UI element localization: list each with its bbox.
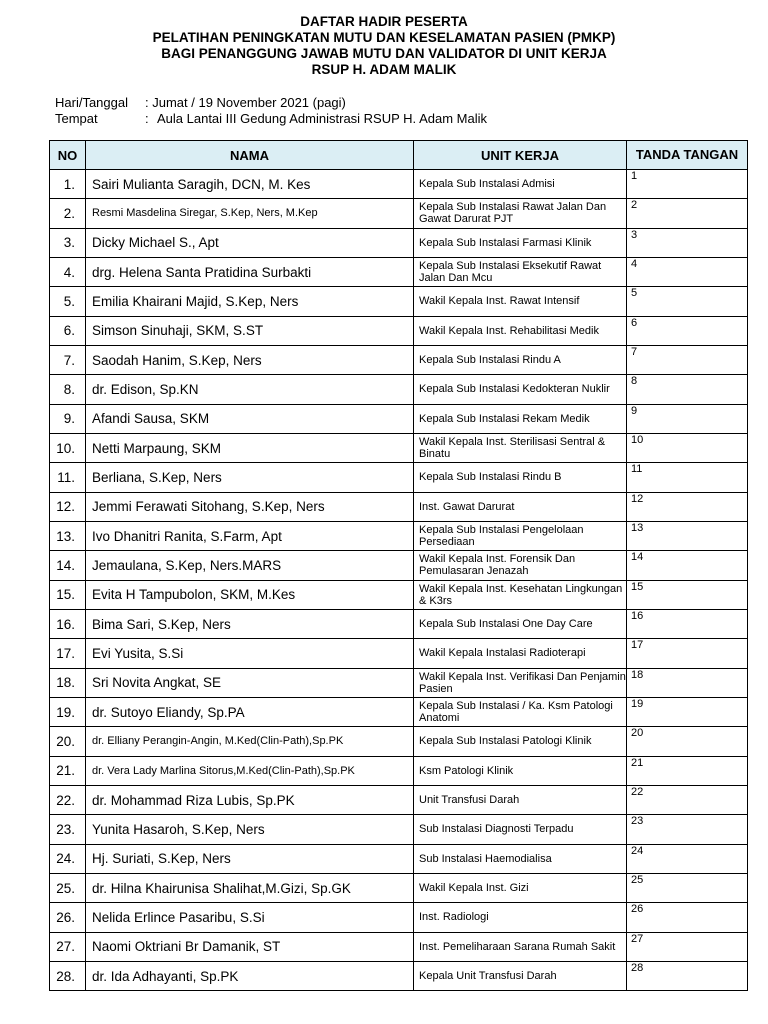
unit-kerja: Kepala Sub Instalasi Rawat Jalan Dan Gawat Darurat PJT (414, 199, 627, 228)
table-row (50, 551, 748, 580)
row-number: 25. (50, 873, 86, 902)
row-number: 5. (50, 287, 86, 316)
unit-kerja: Kepala Sub Instalasi Kedokteran Nuklir (414, 375, 627, 404)
row-number: 14. (50, 551, 86, 580)
row-number: 1. (50, 170, 86, 199)
participant-name: Resmi Masdelina Siregar, S.Kep, Ners, M.Kep (86, 199, 414, 228)
table-row (50, 316, 748, 345)
unit-kerja: Kepala Sub Instalasi Admisi (414, 170, 627, 199)
row-number: 7. (50, 345, 86, 374)
row-number: 19. (50, 697, 86, 726)
document-header (0, 14, 768, 78)
table-row (50, 375, 748, 404)
row-number: 17. (50, 639, 86, 668)
table-row (50, 404, 748, 433)
signature-cell: 2 (627, 199, 748, 228)
row-number: 6. (50, 316, 86, 345)
row-number: 20. (50, 727, 86, 756)
participant-name: Yunita Hasaroh, S.Kep, Ners (86, 815, 414, 844)
table-row (50, 463, 748, 492)
attendance-table (49, 140, 748, 991)
row-number: 10. (50, 433, 86, 462)
table-row (50, 844, 748, 873)
signature-cell: 9 (627, 404, 748, 433)
table-row (50, 521, 748, 550)
table-row (50, 199, 748, 228)
unit-kerja: Kepala Sub Instalasi Rindu B (414, 463, 627, 492)
unit-kerja: Inst. Pemeliharaan Sarana Rumah Sakit (414, 932, 627, 961)
participant-name: dr. Hilna Khairunisa Shalihat,M.Gizi, Sp.GK (86, 873, 414, 902)
table-row (50, 873, 748, 902)
signature-cell: 25 (627, 873, 748, 902)
table-row (50, 257, 748, 286)
row-number: 12. (50, 492, 86, 521)
signature-cell: 15 (627, 580, 748, 609)
unit-kerja: Kepala Sub Instalasi / Ka. Ksm Patologi Anatomi (414, 697, 627, 726)
unit-kerja: Sub Instalasi Haemodialisa (414, 844, 627, 873)
date-value: : Jumat / 19 November 2021 (pagi) (145, 95, 346, 110)
participant-name: Nelida Erlince Pasaribu, S.Si (86, 903, 414, 932)
signature-cell: 27 (627, 932, 748, 961)
signature-cell: 5 (627, 287, 748, 316)
table-row (50, 170, 748, 199)
hospital-name: RSUP H. ADAM MALIK (311, 62, 457, 77)
table-row (50, 727, 748, 756)
row-number: 23. (50, 815, 86, 844)
unit-kerja: Wakil Kepala Inst. Verifikasi Dan Penjamin Pasien (414, 668, 627, 697)
training-title: PELATIHAN PENINGKATAN MUTU DAN KESELAMATAN PASIEN (PMKP) (152, 30, 616, 45)
row-number: 22. (50, 785, 86, 814)
signature-cell: 18 (627, 668, 748, 697)
participant-name: Bima Sari, S.Kep, Ners (86, 609, 414, 638)
date-label: Hari/Tanggal (55, 95, 128, 110)
participant-name: dr. Edison, Sp.KN (86, 375, 414, 404)
signature-cell: 4 (627, 257, 748, 286)
participant-name: Sri Novita Angkat, SE (86, 668, 414, 697)
participant-name: Berliana, S.Kep, Ners (86, 463, 414, 492)
unit-kerja: Kepala Sub Instalasi Pengelolaan Persediaan (414, 521, 627, 550)
participant-name: Dicky Michael S., Apt (86, 228, 414, 257)
table-row (50, 668, 748, 697)
unit-kerja: Wakil Kepala Instalasi Radioterapi (414, 639, 627, 668)
signature-cell: 17 (627, 639, 748, 668)
table-row (50, 961, 748, 990)
table-row (50, 639, 748, 668)
participant-name: Evita H Tampubolon, SKM, M.Kes (86, 580, 414, 609)
header-tanda-tangan: TANDA TANGAN (627, 141, 748, 170)
participant-name: dr. Elliany Perangin-Angin, M.Ked(Clin-Path),Sp.PK (86, 727, 414, 756)
training-subtitle: BAGI PENANGGUNG JAWAB MUTU DAN VALIDATOR DI UNIT KERJA (161, 46, 607, 61)
participant-name: dr. Ida Adhayanti, Sp.PK (86, 961, 414, 990)
place-separator: : (145, 111, 149, 126)
participant-name: Simson Sinuhaji, SKM, S.ST (86, 316, 414, 345)
row-number: 4. (50, 257, 86, 286)
unit-kerja: Wakil Kepala Inst. Forensik Dan Pemulasaran Jenazah (414, 551, 627, 580)
table-row (50, 815, 748, 844)
row-number: 3. (50, 228, 86, 257)
signature-cell: 26 (627, 903, 748, 932)
signature-cell: 21 (627, 756, 748, 785)
signature-cell: 3 (627, 228, 748, 257)
document-title: DAFTAR HADIR PESERTA (300, 14, 468, 29)
signature-cell: 24 (627, 844, 748, 873)
unit-kerja: Wakil Kepala Inst. Rawat Intensif (414, 287, 627, 316)
table-row (50, 609, 748, 638)
row-number: 8. (50, 375, 86, 404)
row-number: 16. (50, 609, 86, 638)
table-row (50, 756, 748, 785)
unit-kerja: Inst. Radiologi (414, 903, 627, 932)
row-number: 11. (50, 463, 86, 492)
participant-name: Netti Marpaung, SKM (86, 433, 414, 462)
row-number: 15. (50, 580, 86, 609)
row-number: 24. (50, 844, 86, 873)
unit-kerja: Kepala Sub Instalasi Eksekutif Rawat Jalan Dan Mcu (414, 257, 627, 286)
unit-kerja: Wakil Kepala Inst. Gizi (414, 873, 627, 902)
participant-name: Saodah Hanim, S.Kep, Ners (86, 345, 414, 374)
signature-cell: 14 (627, 551, 748, 580)
header-nama: NAMA (86, 141, 414, 170)
signature-cell: 10 (627, 433, 748, 462)
row-number: 13. (50, 521, 86, 550)
participant-name: Hj. Suriati, S.Kep, Ners (86, 844, 414, 873)
table-row (50, 345, 748, 374)
participant-name: drg. Helena Santa Pratidina Surbakti (86, 257, 414, 286)
header-unit-kerja: UNIT KERJA (414, 141, 627, 170)
signature-cell: 7 (627, 345, 748, 374)
signature-cell: 16 (627, 609, 748, 638)
table-row (50, 228, 748, 257)
place-value: Aula Lantai III Gedung Administrasi RSUP H. Adam Malik (157, 111, 487, 126)
participant-name: Ivo Dhanitri Ranita, S.Farm, Apt (86, 521, 414, 550)
row-number: 28. (50, 961, 86, 990)
participant-name: Afandi Sausa, SKM (86, 404, 414, 433)
table-row (50, 287, 748, 316)
table-row (50, 580, 748, 609)
unit-kerja: Kepala Unit Transfusi Darah (414, 961, 627, 990)
unit-kerja: Ksm Patologi Klinik (414, 756, 627, 785)
signature-cell: 23 (627, 815, 748, 844)
unit-kerja: Kepala Sub Instalasi Rindu A (414, 345, 627, 374)
participant-name: dr. Vera Lady Marlina Sitorus,M.Ked(Clin-Path),Sp.PK (86, 756, 414, 785)
participant-name: Evi Yusita, S.Si (86, 639, 414, 668)
place-row (55, 111, 487, 127)
row-number: 9. (50, 404, 86, 433)
table-header-row (50, 141, 748, 170)
row-number: 21. (50, 756, 86, 785)
place-label: Tempat (55, 111, 98, 126)
participant-name: Emilia Khairani Majid, S.Kep, Ners (86, 287, 414, 316)
unit-kerja: Kepala Sub Instalasi One Day Care (414, 609, 627, 638)
unit-kerja: Inst. Gawat Darurat (414, 492, 627, 521)
participant-name: Jemaulana, S.Kep, Ners.MARS (86, 551, 414, 580)
table-row (50, 433, 748, 462)
participant-name: Naomi Oktriani Br Damanik, ST (86, 932, 414, 961)
participant-name: dr. Mohammad Riza Lubis, Sp.PK (86, 785, 414, 814)
participant-name: Sairi Mulianta Saragih, DCN, M. Kes (86, 170, 414, 199)
table-row (50, 785, 748, 814)
row-number: 26. (50, 903, 86, 932)
table-row (50, 932, 748, 961)
participant-name: dr. Sutoyo Eliandy, Sp.PA (86, 697, 414, 726)
unit-kerja: Sub Instalasi Diagnosti Terpadu (414, 815, 627, 844)
unit-kerja: Wakil Kepala Inst. Rehabilitasi Medik (414, 316, 627, 345)
signature-cell: 12 (627, 492, 748, 521)
signature-cell: 11 (627, 463, 748, 492)
date-row (55, 95, 487, 111)
unit-kerja: Kepala Sub Instalasi Rekam Medik (414, 404, 627, 433)
table-row (50, 903, 748, 932)
row-number: 27. (50, 932, 86, 961)
table-row (50, 492, 748, 521)
header-no: NO (50, 141, 86, 170)
signature-cell: 8 (627, 375, 748, 404)
event-meta (55, 95, 487, 127)
participant-name: Jemmi Ferawati Sitohang, S.Kep, Ners (86, 492, 414, 521)
signature-cell: 19 (627, 697, 748, 726)
signature-cell: 22 (627, 785, 748, 814)
signature-cell: 13 (627, 521, 748, 550)
signature-cell: 6 (627, 316, 748, 345)
table-row (50, 697, 748, 726)
signature-cell: 28 (627, 961, 748, 990)
unit-kerja: Wakil Kepala Inst. Kesehatan Lingkungan & K3rs (414, 580, 627, 609)
row-number: 2. (50, 199, 86, 228)
unit-kerja: Kepala Sub Instalasi Patologi Klinik (414, 727, 627, 756)
unit-kerja: Unit Transfusi Darah (414, 785, 627, 814)
unit-kerja: Kepala Sub Instalasi Farmasi Klinik (414, 228, 627, 257)
signature-cell: 1 (627, 170, 748, 199)
unit-kerja: Wakil Kepala Inst. Sterilisasi Sentral & Binatu (414, 433, 627, 462)
signature-cell: 20 (627, 727, 748, 756)
row-number: 18. (50, 668, 86, 697)
